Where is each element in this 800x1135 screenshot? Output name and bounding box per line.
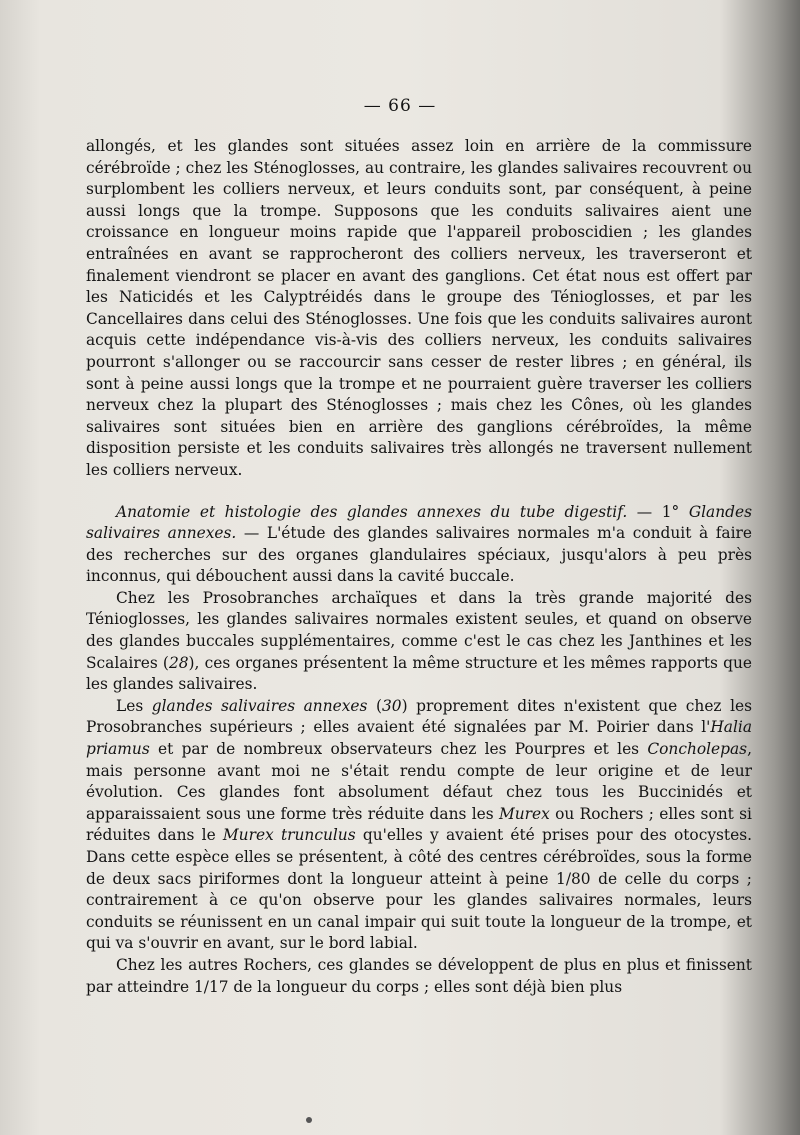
p4-italic-6: Murex trunculus <box>222 826 356 845</box>
p4-text-4: et par de nombreux observateurs chez les Pourpres et les <box>149 740 648 759</box>
paragraph-5: Chez les autres Rochers, ces glandes se développent de plus en plus et finissent par atteindre 1/17 de la longueur du corps ; elles sont déjà bien plus <box>86 955 752 996</box>
paragraph-3-text-b: ), ces organes présentent la même structure et les mêmes rapports que les glandes salivaires. <box>86 653 752 694</box>
paragraph-3-text-a: Chez les Prosobranches archaïques et dans la très grande majorité des Ténioglosses, les glandes salivaires normales existent seules, et quand on observe des glandes buccales supplémentaires, comme c'est le cas chez les Janthines et les Scalaires ( <box>86 588 752 672</box>
p4-text-2: ( <box>367 696 382 715</box>
paragraph-gap <box>86 482 752 502</box>
reference-28: 28 <box>168 653 189 672</box>
paragraph-1: allongés, et les glandes sont situées assez loin en arrière de la commissure cérébroïde ; chez les Sténoglosses, au contraire, les glandes salivaires recouvrent ou surplombent les colliers nerveux, et leurs conduits sont, par conséquent, à peine aussi longs que la trompe. Supposons que les conduits salivaires aient une croissance en longueur moins rapide que l'appareil proboscidien ; les glandes entraînées en avant se rapprocheront des colliers nerveux, les traverseront et finalement viendront se placer en avant des ganglions. Cet état nous est offert par les Naticidés et les Calyptréidés dans le groupe des Ténioglosses, et par les Cancellaires dans celui des Sténoglosses. Une fois que les conduits salivaires auront acquis cette indépendance vis-à-vis des colliers nerveux, les conduits salivaires pourront s'allonger ou se raccourcir sans cesser de rester libres ; en général, ils sont à peine aussi longs que la trompe et ne pourraient guère traverser les colliers nerveux chez la plupart des Sténoglosses ; mais chez les Cônes, où les glandes salivaires sont situées bien en arrière des ganglions cérébroïdes, la même disposition persiste et les conduits salivaires très allongés ne traversent nullement les colliers nerveux. <box>86 137 752 479</box>
body-text <box>86 136 752 998</box>
paragraph-2 <box>86 502 752 588</box>
p4-italic-1: glandes salivaires annexes <box>151 696 368 715</box>
page-number: — 66 — <box>363 96 437 116</box>
reference-30: 30 <box>381 696 402 715</box>
paragraph-4 <box>86 696 752 955</box>
subsection-heading: Glandes salivaires annexes. <box>86 502 752 543</box>
heading-number: 1° <box>661 502 689 521</box>
heading-dash: — <box>627 502 662 521</box>
p4-text-5: , mais personne avant moi ne s'était rendu compte de leur origine et de leur évolution. Ces glandes font absolument défaut chez tous les Buccinidés et apparaissaient sous une forme très réduite dans les <box>86 740 752 823</box>
p4-text-7: qu'elles y avaient été prises pour des otocystes. Dans cette espèce elles se présentent, à côté des centres cérébroïdes, sous la forme de deux sacs piriformes dont la longueur atteint à peine 1/80 de celle du corps ; contrairement à ce qu'on observe pour les glandes salivaires normales, leurs conduits se réunissent en un canal impair qui suit toute la longueur de la trompe, et qui va s'ouvrir en avant, sur le bord labial. <box>86 826 752 953</box>
p4-italic-3: Halia priamus <box>86 718 752 759</box>
p4-text-6: ou Rochers ; elles sont si réduites dans le <box>86 804 752 845</box>
paragraph-3 <box>86 588 752 696</box>
p4-italic-5: Murex <box>498 804 550 823</box>
section-heading: Anatomie et histologie des glandes annexes du tube digestif. <box>116 502 628 521</box>
paragraph-2-text: — L'étude des glandes salivaires normales m'a conduit à faire des recherches sur des organes glandulaires spéciaux, jusqu'alors à peu près inconnus, qui débouchent aussi dans la cavité buccale. <box>86 524 752 586</box>
p4-text-3: ) proprement dites n'existent que chez les Prosobranches supérieurs ; elles avaient été signalées par M. Poirier dans l' <box>86 696 753 737</box>
ink-dot <box>306 1117 312 1123</box>
p4-text-1: Les <box>116 696 152 715</box>
p4-italic-4: Concholepas <box>647 740 748 759</box>
